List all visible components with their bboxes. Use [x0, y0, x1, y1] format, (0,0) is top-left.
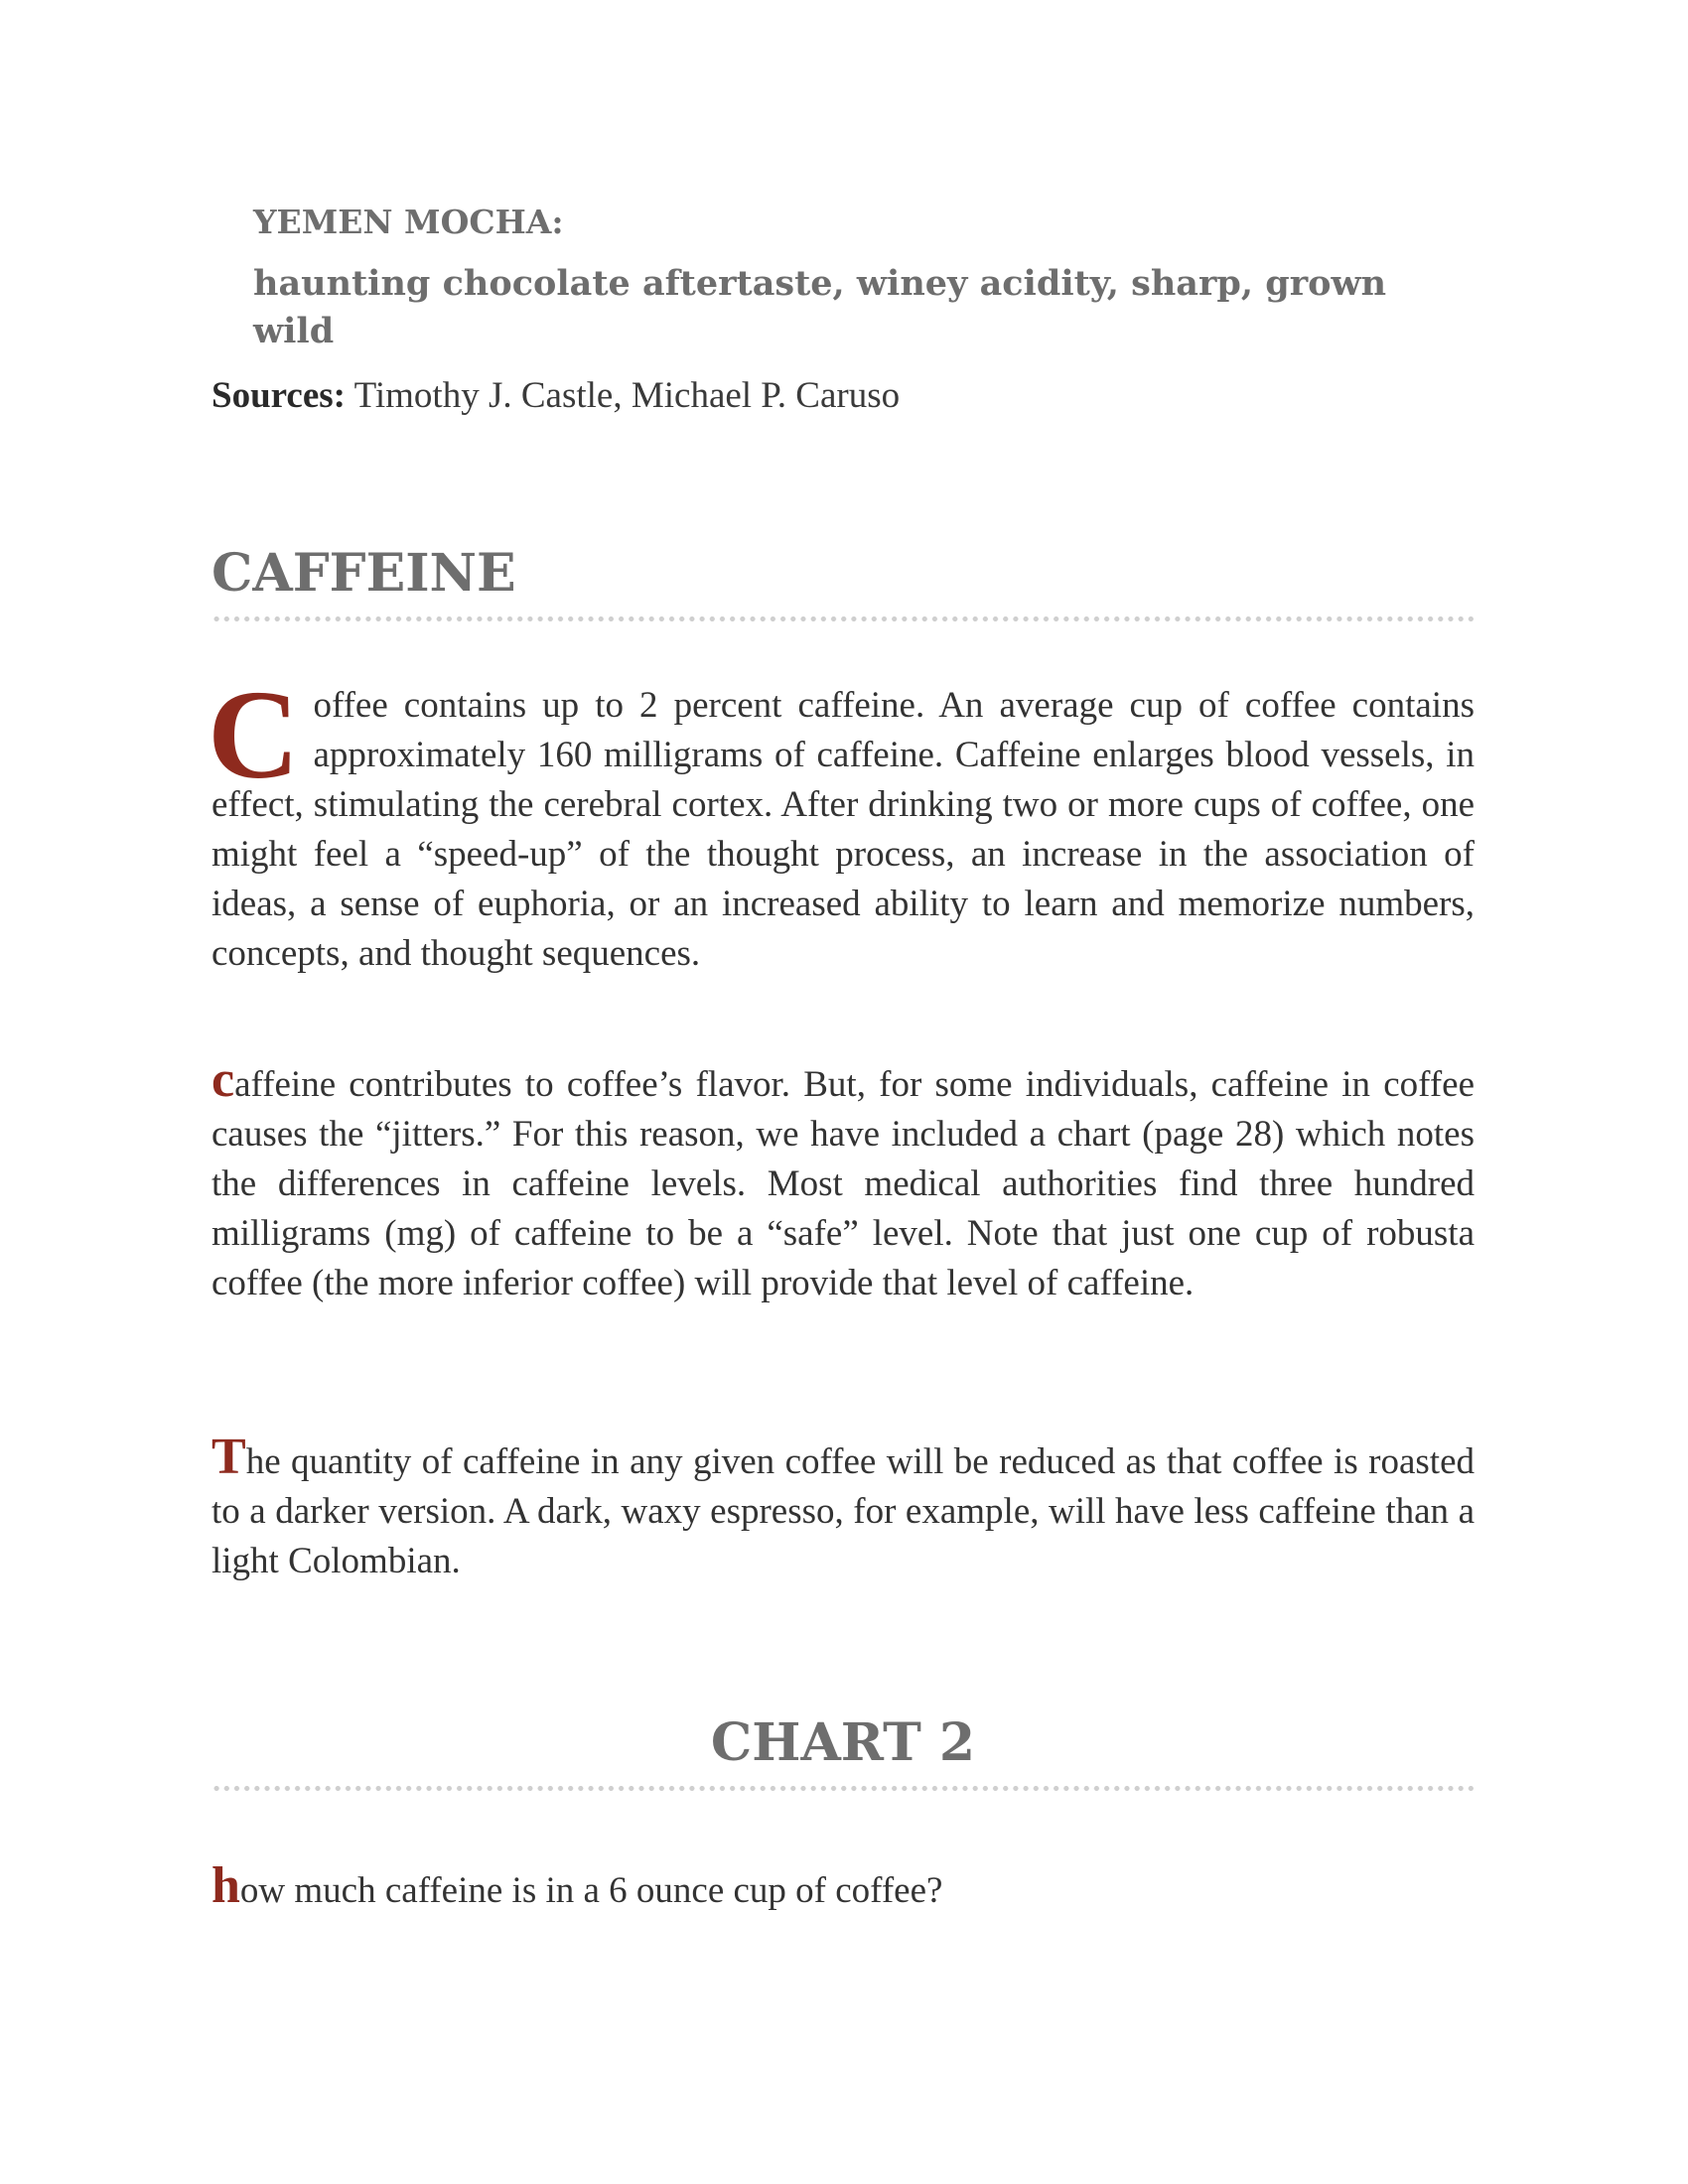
sources-line	[211, 370, 1475, 422]
varietal-entry	[253, 199, 1445, 355]
sources-label: Sources:	[211, 375, 346, 416]
sources-text: Timothy J. Castle, Michael P. Caruso	[345, 375, 901, 416]
drop-cap-c: C	[208, 664, 300, 805]
caffeine-paragraph-1	[208, 664, 1475, 979]
varietal-name: YEMEN MOCHA:	[253, 203, 564, 241]
chart-divider	[211, 1785, 1475, 1792]
caffeine-paragraph-2	[211, 1051, 1475, 1308]
initial-c: c	[211, 1051, 235, 1108]
initial-h: h	[211, 1857, 240, 1914]
question-text: ow much caffeine is in a 6 ounce cup of coffee?	[239, 1870, 943, 1911]
paragraph-2-text: affeine contributes to coffee’s flavor. But, for some individuals, caffeine in coffee causes the “jitters.” For this reason, we have included a chart (page 28) which notes the differences in caffeine levels. Most medical authorities find three hundred milligrams (mg) of caffeine to be a “safe” level. Note that just one cup of robusta coffee (the more inferior coffee) will provide that level of caffeine.	[211, 1064, 1475, 1303]
chart-question	[211, 1857, 1475, 1916]
initial-t: T	[211, 1429, 246, 1485]
caffeine-heading: CAFFEINE	[211, 543, 516, 604]
paragraph-3-text: he quantity of caffeine in any given coffee will be reduced as that coffee is roasted to a darker version. A dark, waxy espresso, for example, will have less caffeine than a light Colombian.	[211, 1441, 1475, 1581]
chart-heading: CHART 2	[710, 1712, 976, 1773]
varietal-description: haunting chocolate aftertaste, winey acidity, sharp, grown wild	[253, 263, 1387, 351]
caffeine-divider	[211, 615, 1475, 622]
paragraph-1-text: offee contains up to 2 percent caffeine. An average cup of coffee contains approximately 160 milligrams of caffeine. Caffeine enlarges blood vessels, in effect, stimulating the cerebral cortex. After drinking two or more cups of coffee, one might feel a “speed-up” of the thought process, an increase in the association of ideas, a sense of euphoria, or an increased ability to learn and memorize numbers, concepts, and thought sequences.	[211, 685, 1475, 974]
caffeine-paragraph-3	[211, 1429, 1475, 1586]
